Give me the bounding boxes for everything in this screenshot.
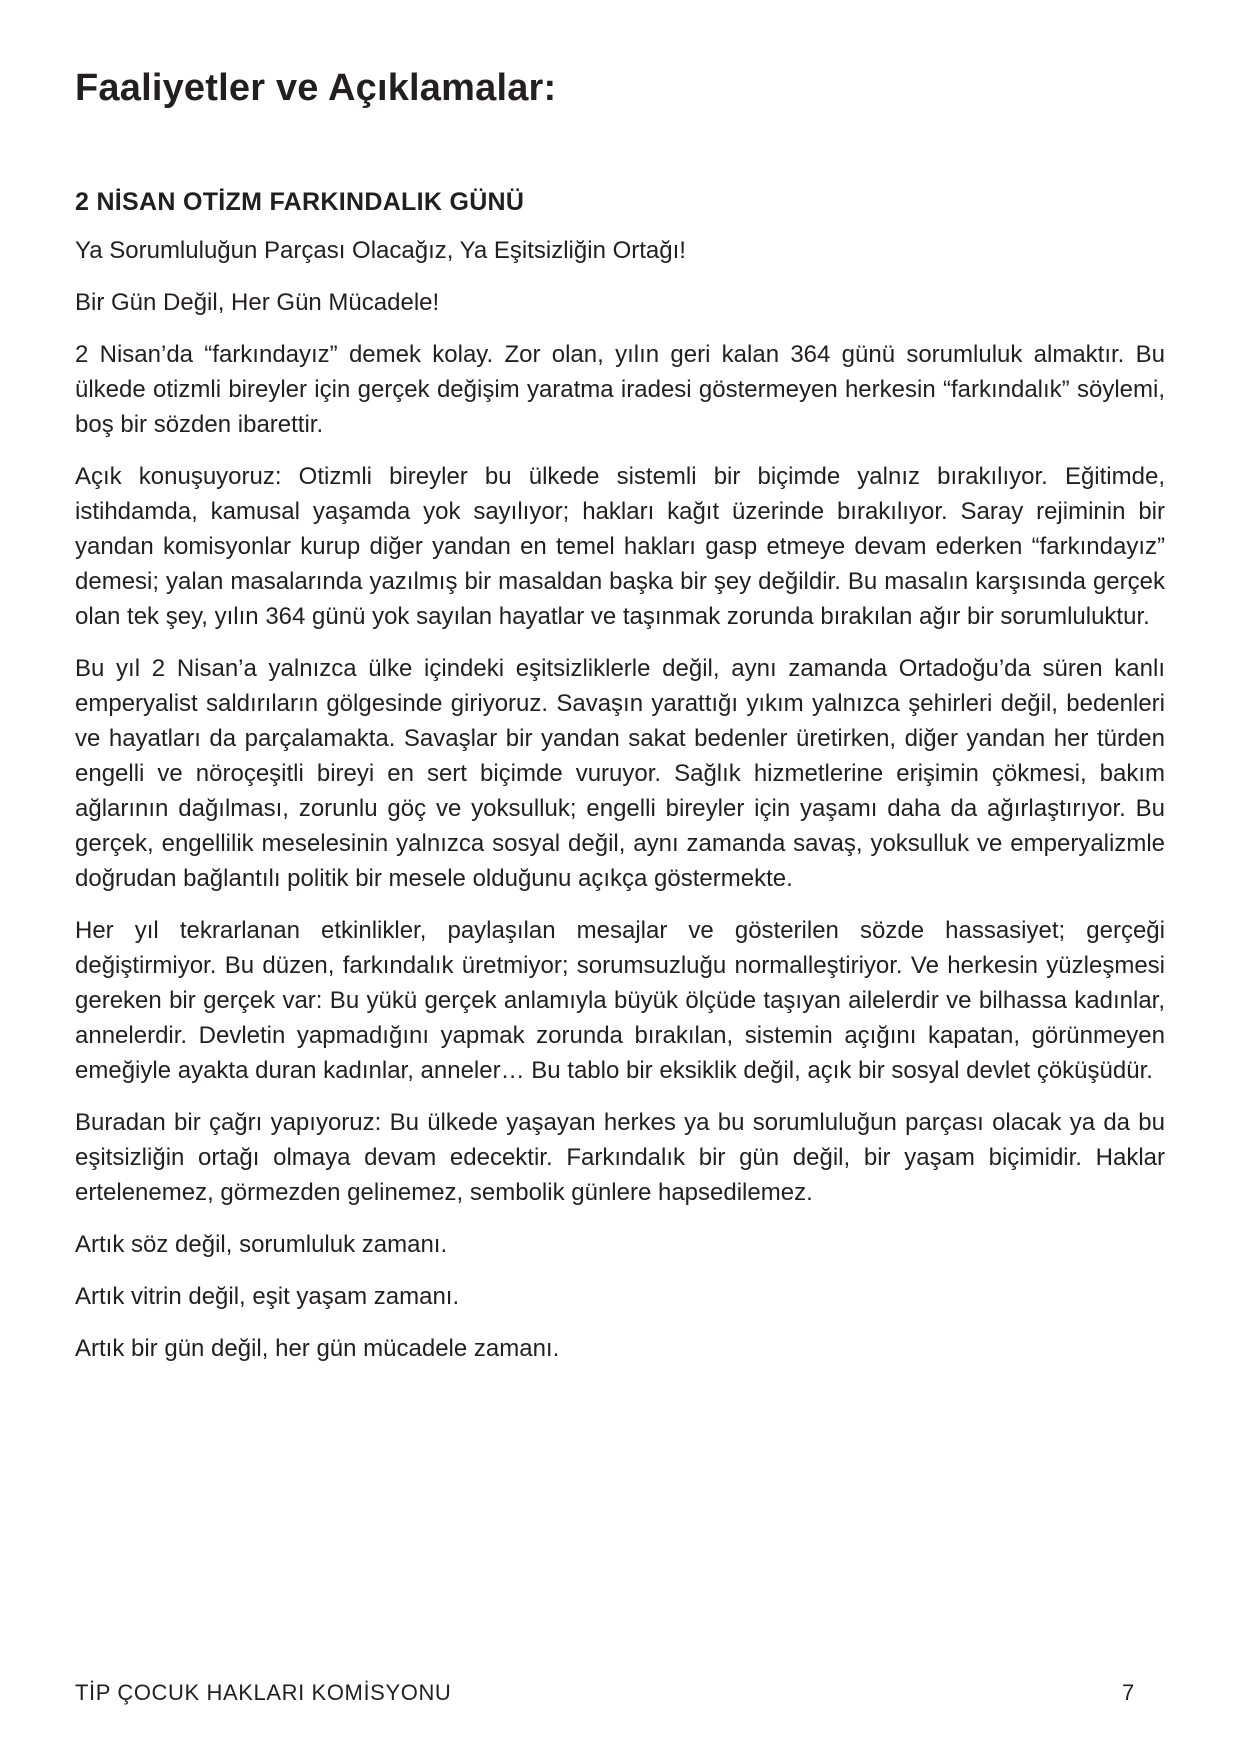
body-paragraph: Açık konuşuyoruz: Otizmli bireyler bu ülkede sistemli bir biçimde yalnız bırakılıyor. Eğitimde, istihdamda, kamusal yaşamda yok sayılıyor; hakları kağıt üzerinde bırakılıyor. Saray rejiminin bir yandan komisyonlar kurup diğer yandan en temel hakları gasp etmeye devam ederken “farkındayız” demesi; yalan masalarında yazılmış bir masaldan başka bir şey değildir. Bu masalın karşısında gerçek olan tek şey, yılın 364 günü yok sayılan hayatlar ve taşınmak zorunda bırakılan ağır bir sorumluluktur. xyxy=(75,462,1165,630)
closing-line: Artık söz değil, sorumluluk zamanı. xyxy=(75,1230,448,1258)
slogan-paragraph: Ya Sorumluluğun Parçası Olacağız, Ya Eşitsizliğin Ortağı! xyxy=(75,236,686,264)
body-paragraph: Bu yıl 2 Nisan’a yalnızca ülke içindeki eşitsizliklerle değil, aynı zamanda Ortadoğu’da süren kanlı emperyalist saldırıların gölgesinde giriyoruz. Savaşın yarattığı yıkım yalnızca şehirleri değil, bedenleri ve hayatları da parçalamakta. Savaşlar bir yandan sakat bedenler üretirken, diğer yandan her türden engelli ve nöroçeşitli bireyi en sert biçimde vuruyor. Sağlık hizmetlerine erişimin çökmesi, bakım ağlarının dağılması, zorunlu göç ve yoksulluk; engelli bireyler için yaşamı daha da ağırlaştırıyor. Bu gerçek, engellilik meselesinin yalnızca sosyal değil, aynı zamanda savaş, yoksulluk ve emperyalizmle doğrudan bağlantılı politik bir mesele olduğunu açıkça göstermekte. xyxy=(75,654,1165,892)
body-paragraph: 2 Nisan’da “farkındayız” demek kolay. Zor olan, yılın geri kalan 364 günü sorumluluk almaktır. Bu ülkede otizmli bireyler için gerçek değişim yaratma iradesi göstermeyen herkesin “farkındalık” söylemi, boş bir sözden ibarettir. xyxy=(75,340,1165,438)
closing-line: Artık vitrin değil, eşit yaşam zamanı. xyxy=(75,1282,460,1310)
page-title: Faaliyetler ve Açıklamalar: xyxy=(75,67,557,109)
body-paragraph: Buradan bir çağrı yapıyoruz: Bu ülkede yaşayan herkes ya bu sorumluluğun parçası olacak ya da bu eşitsizliğin ortağı olmaya devam edecektir. Farkındalık bir gün değil, bir yaşam biçimidir. Haklar ertelenemez, görmezden gelinemez, sembolik günlere hapsedilemez. xyxy=(75,1108,1165,1206)
slogan-paragraph: Bir Gün Değil, Her Gün Mücadele! xyxy=(75,288,440,316)
section-heading: 2 NİSAN OTİZM FARKINDALIK GÜNÜ xyxy=(75,188,525,216)
body-paragraph: Her yıl tekrarlanan etkinlikler, paylaşılan mesajlar ve gösterilen sözde hassasiyet; gerçeği değiştirmiyor. Bu düzen, farkındalık üretmiyor; sorumsuzluğu normalleştiriyor. Ve herkesin yüzleşmesi gereken bir gerçek var: Bu yükü gerçek anlamıyla büyük ölçüde taşıyan ailelerdir ve bilhassa kadınlar, annelerdir. Devletin yapmadığını yapmak zorunda bırakılan, sistemin açığını kapatan, görünmeyen emeğiyle ayakta duran kadınlar, anneler… Bu tablo bir eksiklik değil, açık bir sosyal devlet çöküşüdür. xyxy=(75,916,1165,1084)
document-body xyxy=(75,186,1165,1383)
footer-organization: TİP ÇOCUK HAKLARI KOMİSYONU xyxy=(75,1680,452,1705)
closing-line: Artık bir gün değil, her gün mücadele zamanı. xyxy=(75,1334,560,1362)
page-number: 7 xyxy=(1122,1680,1135,1705)
